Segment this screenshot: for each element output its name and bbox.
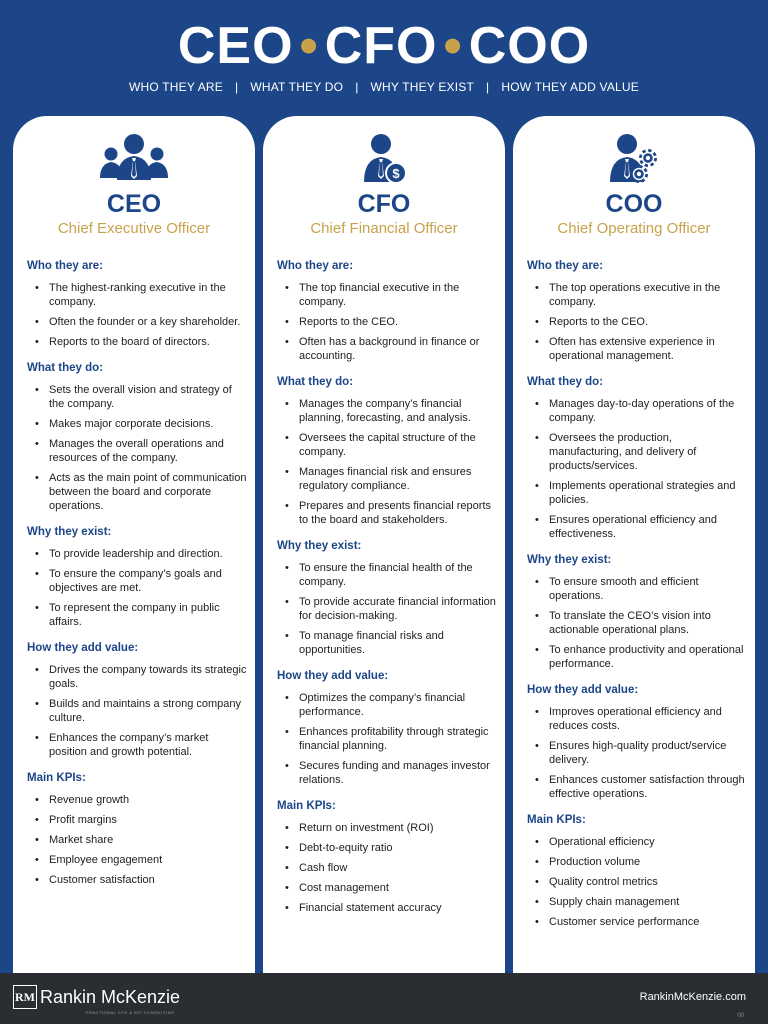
section-heading: Main KPIs: [277,800,336,812]
list-item: • Return on investment (ROI) [277,821,497,835]
list-item: • Reports to the board of directors. [27,335,247,349]
subnav-item: HOW THEY ADD VALUE [501,80,639,94]
bullet-list [277,821,497,915]
title-ceo: CEO [177,17,294,75]
list-item: • Cash flow [277,861,497,875]
list-item: • Debt-to-equity ratio [277,841,497,855]
website-link[interactable]: RankinMcKenzie.com [639,991,746,1003]
list-item: • Manages the overall operations and resources of the company. [27,437,247,465]
bullet-list [527,705,747,801]
role-full-name: Chief Executive Officer [57,220,211,237]
list-item: • Reports to the CEO. [527,315,747,329]
finance-person-icon [263,132,505,188]
list-item: • Often has a background in finance or accounting. [277,335,497,363]
list-item: • Enhances the company’s market position and growth potential. [27,731,247,759]
bullet-list [27,793,247,887]
list-item: • Reports to the CEO. [277,315,497,329]
list-item: • Drives the company towards its strategic goals. [27,663,247,691]
list-item: • The highest-ranking executive in the company. [27,281,247,309]
bullet-list [277,397,497,527]
bullet-list [27,547,247,629]
list-item: • Improves operational efficiency and reduces costs. [527,705,747,733]
card-ceo [13,116,255,996]
brand-tagline: FRACTIONAL CFO & KPI CONSULTING [86,1010,175,1015]
list-item: • Enhances profitability through strategic financial planning. [277,725,497,753]
section-heading: Why they exist: [27,526,112,538]
subnav-separator: | [235,80,239,94]
list-item: • Manages financial risk and ensures regulatory compliance. [277,465,497,493]
list-item: • Prepares and presents financial reports to the board and stakeholders. [277,499,497,527]
subnav-item: WHAT THEY DO [250,80,344,94]
section-heading: Main KPIs: [27,772,86,784]
header [0,0,768,110]
card-content [277,259,497,927]
list-item: • To ensure the financial health of the company. [277,561,497,589]
list-item: • Manages the company’s financial planning, forecasting, and analysis. [277,397,497,425]
footer [0,973,768,1024]
list-item: • Ensures operational efficiency and effectiveness. [527,513,747,541]
list-item: • The top operations executive in the company. [527,281,747,309]
role-abbreviation: COO [605,190,663,218]
section-heading: What they do: [27,362,104,374]
list-item: • Operational efficiency [527,835,747,849]
card-content [27,259,247,899]
list-item: • Customer service performance [527,915,747,929]
team-icon [13,132,255,188]
bullet-list [527,835,747,929]
list-item: • To ensure smooth and efficient operations. [527,575,747,603]
list-item: • Often the founder or a key shareholder. [27,315,247,329]
card-content [527,259,747,941]
card-cfo [263,116,505,996]
bullet-list [27,663,247,759]
title-cfo: CFO [324,17,438,75]
list-item: • To enhance productivity and operational performance. [527,643,747,671]
title-dot: • [299,17,319,75]
section-heading: Main KPIs: [527,814,586,826]
section-heading: How they add value: [277,670,389,682]
bullet-list [527,575,747,671]
section-heading: Who they are: [27,260,104,272]
rm-logo-icon: RM [13,985,37,1009]
bullet-list [527,281,747,363]
bullet-list [277,561,497,657]
list-item: • Supply chain management [527,895,747,909]
title-coo: COO [468,17,591,75]
section-heading: What they do: [527,376,604,388]
section-heading: Why they exist: [527,554,612,566]
section-heading: Who they are: [527,260,604,272]
brand-name: Rankin McKenzie [40,987,181,1007]
operations-person-icon [513,132,755,188]
section-heading: Who they are: [277,260,354,272]
list-item: • Enhances customer satisfaction through effective operations. [527,773,747,801]
list-item: • Optimizes the company’s financial performance. [277,691,497,719]
list-item: • Quality control metrics [527,875,747,889]
list-item: • To translate the CEO’s vision into actionable operational plans. [527,609,747,637]
list-item: • Revenue growth [27,793,247,807]
subnav-item: WHO THEY ARE [129,80,223,94]
list-item: • Ensures high-quality product/service delivery. [527,739,747,767]
subnav-item: WHY THEY EXIST [370,80,475,94]
list-item: • Cost management [277,881,497,895]
list-item: • Market share [27,833,247,847]
role-abbreviation: CEO [106,190,162,218]
list-item: • Oversees the production, manufacturing, and delivery of products/services. [527,431,747,473]
list-item: • Profit margins [27,813,247,827]
card-coo [513,116,755,996]
page-title [0,16,768,76]
subnav-separator: | [355,80,359,94]
role-abbreviation: CFO [357,190,411,218]
list-item: • Builds and maintains a strong company culture. [27,697,247,725]
list-item: • Employee engagement [27,853,247,867]
section-heading: What they do: [277,376,354,388]
list-item: • Financial statement accuracy [277,901,497,915]
role-full-name: Chief Operating Officer [557,220,711,237]
list-item: • To provide leadership and direction. [27,547,247,561]
subtitle-nav [0,80,768,94]
bullet-list [277,281,497,363]
list-item: • To provide accurate financial information for decision-making. [277,595,497,623]
list-item: • To manage financial risks and opportunities. [277,629,497,657]
list-item: • Customer satisfaction [27,873,247,887]
list-item: • Production volume [527,855,747,869]
list-item: • Secures funding and manages investor relations. [277,759,497,787]
bullet-list [527,397,747,541]
section-heading: How they add value: [527,684,639,696]
role-full-name: Chief Financial Officer [310,220,458,237]
list-item: • Often has extensive experience in operational management. [527,335,747,363]
svg-text:$: $ [392,166,400,181]
bullet-list [277,691,497,787]
section-heading: How they add value: [27,642,139,654]
section-heading: Why they exist: [277,540,362,552]
list-item: • The top financial executive in the company. [277,281,497,309]
list-item: • To represent the company in public affairs. [27,601,247,629]
page-number: 00 [737,1013,744,1019]
list-item: • To ensure the company’s goals and objectives are met. [27,567,247,595]
list-item: • Acts as the main point of communication between the board and corporate operations. [27,471,247,513]
list-item: • Manages day-to-day operations of the company. [527,397,747,425]
list-item: • Sets the overall vision and strategy of the company. [27,383,247,411]
bullet-list [27,383,247,513]
subnav-separator: | [486,80,490,94]
bullet-list [27,281,247,349]
list-item: • Oversees the capital structure of the company. [277,431,497,459]
list-item: • Implements operational strategies and policies. [527,479,747,507]
list-item: • Makes major corporate decisions. [27,417,247,431]
title-dot: • [443,17,463,75]
